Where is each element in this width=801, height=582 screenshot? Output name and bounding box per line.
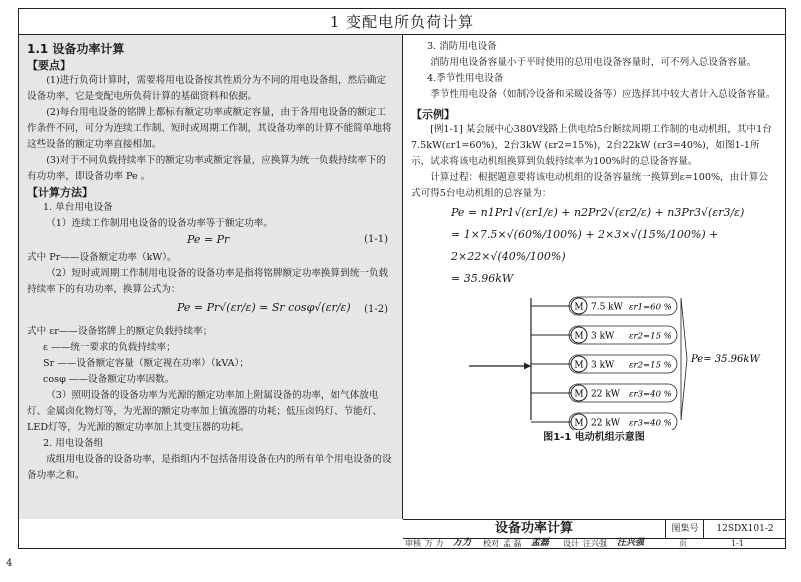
item-2: （2）短时或周期工作制用电设备的设备功率是指将铭牌额定功率换算到统一负载持续率下的有功功率，换算公式为： — [27, 268, 389, 295]
page-title: 1 变配电所负荷计算 — [19, 9, 785, 35]
motor-diagram-svg — [411, 292, 777, 430]
design-label: 设计 — [563, 539, 579, 548]
checker-signature: 孟磊 — [531, 538, 550, 548]
motor-duty-label: εr1=60 % — [629, 302, 672, 313]
motor-power-label: 22 kW — [591, 418, 621, 429]
point-2: (2)每台用电设备的铭牌上都标有额定功率或额定容量，由于各用电设备的额定工作条件不同，可分为连续工作制、短时或周期工作制，其设备功率的计算不能简单地将这些设备的额定功率直接相加。 — [27, 107, 392, 150]
title-block-signatures — [403, 538, 785, 549]
feeder-arrow — [524, 363, 531, 370]
result-label: Pe= 35.96kW — [691, 354, 760, 365]
fire-text: 消防用电设备容量小于平时使用的总用电设备容量时，可不列入总设备容量。 — [430, 57, 757, 68]
motor-power-label: 3 kW — [591, 331, 615, 342]
designer-signature: 汪兴强 — [617, 538, 645, 548]
calc-line-3: = 35.96kW — [451, 272, 514, 285]
group-text: 成组用电设备的设备功率，是指组内不包括备用设备在内的所有单个用电设备的设备功率之和。 — [27, 454, 392, 481]
page-label: 页 — [679, 539, 687, 548]
figure-caption: 图1-1 电动机组示意图 — [543, 432, 645, 443]
reviewer-name: 万 力 — [425, 539, 444, 548]
point-3: (3)对于不同负载持续率下的额定功率或额定容量，应换算为统一负载持续率下的有功功率，即设备功率 Pe 。 — [27, 155, 386, 182]
where-sr: Sr ——设备额定容量（额定视在功率）（kVA）； — [43, 358, 249, 369]
title-block — [403, 519, 785, 548]
item-1: （1）连续工作制用电设备的设备功率等于额定功率。 — [46, 218, 273, 229]
review-label: 审核 — [405, 539, 421, 548]
reviewer-signature: 万力 — [453, 538, 472, 548]
formula-1-2-number: (1-2) — [364, 304, 388, 315]
motor-symbol: M — [574, 302, 584, 313]
formula-1-1 — [27, 232, 394, 250]
where-eps-r: 式中 εr——设备铭牌上的额定负载持续率； — [27, 326, 213, 337]
drawing-sheet — [18, 8, 786, 549]
example-text: [例1-1] 某会展中心380V线路上供电给5台断续周期工作制的电动机组，其中1台7.5kW(εr1=60%)，2台3kW (εr2=15%)，2台22kW (εr3=40%)，如图1-1所示，试求将该电动机组换算到负载持续率为100%时的总设备容量。 — [411, 124, 772, 167]
sub-heading-group: 2. 用电设备组 — [43, 438, 104, 449]
motor-power-label: 7.5 kW — [591, 302, 623, 313]
motor-power-label: 22 kW — [591, 389, 621, 400]
calc-text: 计算过程：根据题意要将该电动机组的设备容量统一换算到ε=100%，由计算公式可得5台电动机组的总容量为： — [411, 172, 769, 199]
item-3: （3）照明设备的设备功率为光源的额定功率加上附属设备的功率，如气体放电灯、金属卤化物灯等，为光源的额定功率加上镇流器的功耗；低压卤钨灯、节能灯、LED灯等，为光源的额定功率加上其变压器的功耗。 — [27, 390, 382, 433]
motor-symbol: M — [574, 360, 584, 371]
points-tag: 【要点】 — [27, 59, 71, 72]
method-tag: 【计算方法】 — [27, 186, 93, 199]
calc-line-1: Pe = n1Pr1√(εr1/ε) + n2Pr2√(εr2/ε) + n3Pr3√(εr3/ε) — [451, 206, 745, 219]
right-column — [403, 35, 785, 519]
motor-duty-label: εr2=15 % — [629, 331, 672, 342]
where-cos: cosφ ——设备额定功率因数。 — [43, 374, 175, 385]
calc-formula — [411, 202, 777, 290]
page-number: 4 — [6, 558, 13, 569]
motor-power-label: 3 kW — [591, 360, 615, 371]
title-block-name: 设备功率计算 — [403, 520, 665, 539]
example-tag: 【示例】 — [411, 108, 455, 121]
motor-duty-label: εr3=40 % — [629, 389, 672, 400]
formula-1-1-number: (1-1) — [364, 234, 388, 245]
section-title: 1.1 设备功率计算 — [27, 42, 125, 56]
atlas-label: 图集号 — [665, 520, 704, 539]
motor-group-diagram — [411, 292, 777, 430]
seasonal-text: 季节性用电设备（如制冷设备和采暖设备等）应选择其中较大者计入总设备容量。 — [430, 89, 776, 100]
checker-name: 孟 磊 — [503, 539, 522, 548]
where-eps: ε ——统一要求的负载持续率； — [43, 342, 176, 353]
left-column — [19, 35, 403, 519]
calc-line-2: = 1×7.5×√(60%/100%) + 2×3×√(15%/100%) + 2×22×√(40%/100%) — [451, 228, 719, 263]
brace-icon — [681, 298, 687, 420]
formula-1-2 — [27, 298, 394, 324]
atlas-number: 12SDX101-2 — [703, 520, 786, 539]
designer-name: 汪兴强 — [583, 539, 607, 548]
page-sheet-number: 1-1 — [731, 539, 744, 548]
motor-symbol: M — [574, 331, 584, 342]
sub-heading-seasonal: 4.季节性用电设备 — [427, 73, 504, 84]
motor-symbol: M — [574, 418, 584, 429]
formula-1-1-where: 式中 Pr——设备额定功率（kW）。 — [27, 252, 177, 263]
sub-heading-single: 1. 单台用电设备 — [43, 202, 113, 213]
formula-1-2-expr: Pe = Pr√(εr/ε) = Sr cosφ√(εr/ε) — [177, 301, 351, 314]
point-1: (1)进行负荷计算时，需要将用电设备按其性质分为不同的用电设备组，然后确定设备功率，它是变配电所负荷计算的基础资料和依据。 — [27, 75, 386, 102]
motor-duty-label: εr2=15 % — [629, 360, 672, 371]
motor-symbol: M — [574, 389, 584, 400]
check-label: 校对 — [483, 539, 499, 548]
motor-duty-label: εr3=40 % — [629, 418, 672, 429]
formula-1-1-expr: Pe = Pr — [187, 233, 230, 246]
sub-heading-fire: 3. 消防用电设备 — [427, 41, 497, 52]
